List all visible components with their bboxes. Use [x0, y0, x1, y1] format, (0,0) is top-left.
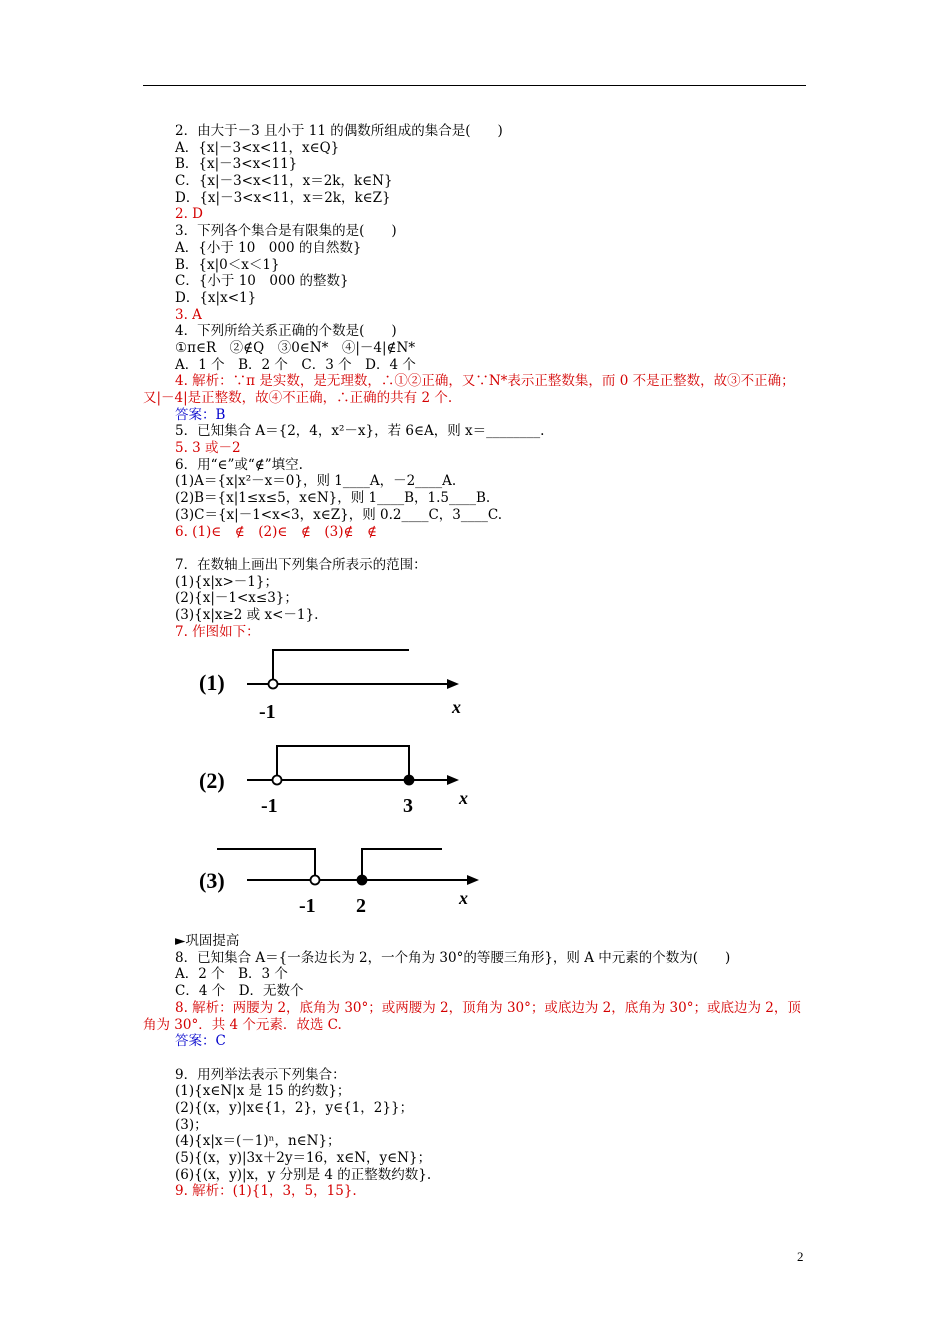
question-9-part-2: (2){(x，y)|x∈{1，2}，y∈{1，2}}； — [175, 1099, 414, 1116]
open-point — [273, 776, 282, 785]
option-c: C．{小于 10 000 的整数} — [175, 273, 349, 290]
answer-3: 3. A — [175, 306, 202, 323]
question-6: 6．用“∈”或“∉”填空. — [175, 456, 303, 473]
question-6-part-1: (1)A＝{x|x²－x＝0}，则 1____A，－2____A. — [175, 473, 457, 490]
question-2: 2．由大于－3 且小于 11 的偶数所组成的集合是( ) — [175, 123, 503, 139]
question-7-part-2: (2){x|－1<x≤3}； — [175, 590, 298, 607]
axis-arrow — [467, 875, 479, 885]
option-c: C．{x|－3<x<11，x＝2k，k∈N} — [175, 173, 393, 190]
answer-9: 9. 解析：(1){1，3，5，15}. — [175, 1183, 357, 1200]
range-bracket — [277, 746, 409, 776]
axis-label-x: x — [459, 888, 468, 909]
question-8: 8．已知集合 A＝{一条边长为 2，一个角为 30°的等腰三角形}，则 A 中元素的个数为( ) — [175, 949, 731, 966]
answer-6: 6. (1)∈ ∉ (2)∈ ∉ (3)∉ ∉ — [175, 523, 377, 540]
number-line-3 — [199, 849, 479, 917]
question-9-part-5: (5){(x，y)|3x＋2y＝16，x∈N，y∈N}； — [175, 1150, 432, 1167]
axis-arrow — [447, 775, 459, 785]
option-a: A．{x|－3<x<11，x∈Q} — [175, 139, 340, 156]
question-9-part-6: (6){(x，y)|x，y 分别是 4 的正整数约数}. — [175, 1166, 432, 1183]
figure-label-1: (1) — [199, 670, 225, 696]
open-point — [311, 876, 320, 885]
question-9-part-1: (1){x∈N|x 是 15 的约数}； — [175, 1083, 351, 1100]
page-content — [143, 123, 815, 1200]
answer-2: 2. D — [175, 206, 203, 223]
question-4-options: A．1 个 B．2 个 C．3 个 D．4 个 — [175, 356, 416, 373]
tick-label: 3 — [403, 795, 413, 818]
number-line-figures — [197, 640, 487, 930]
answer-8-explanation: 8. 解析：两腰为 2，底角为 30°；或两腰为 2，顶角为 30°；或底边为 2，底角为 30°；或底边为 2，顶角为 30°．共 4 个元素．故选 C. — [143, 999, 801, 1033]
right-range-bracket — [362, 849, 442, 876]
closed-point — [405, 776, 414, 785]
axis-label-x: x — [459, 788, 468, 809]
figure-label-3: (3) — [199, 868, 225, 894]
section-heading: ►巩固提高 — [175, 933, 240, 950]
answer-7: 7. 作图如下： — [175, 623, 260, 640]
answer-4-key: 答案：B — [175, 406, 226, 423]
question-4-items: ①π∈R ②∉Q ③0∈N* ④|－4|∉N* — [175, 339, 416, 356]
question-9-part-4: (4){x|x＝(－1)ⁿ，n∈N}； — [175, 1133, 341, 1150]
tick-label: -1 — [299, 895, 316, 918]
question-7-part-3: (3){x|x≥2 或 x<－1}. — [175, 606, 319, 623]
axis-arrow — [447, 679, 459, 689]
tick-label: 2 — [356, 895, 366, 918]
question-3: 3．下列各个集合是有限集的是( ) — [175, 223, 397, 240]
answer-5: 5. 3 或－2 — [175, 440, 241, 457]
option-d: D．{x|－3<x<11，x＝2k，k∈Z} — [175, 189, 391, 206]
tick-label: -1 — [261, 795, 278, 818]
number-line-1 — [199, 650, 461, 723]
axis-label-x: x — [452, 697, 461, 718]
question-6-part-3: (3)C＝{x|－1<x<3，x∈Z}，则 0.2____C，3____C. — [175, 506, 503, 523]
question-8-options-ab: A．2 个 B．3 个 — [175, 966, 288, 983]
question-7-part-1: (1){x|x>－1}； — [175, 573, 278, 590]
question-9: 9．用列举法表示下列集合： — [175, 1066, 346, 1083]
figure-label-2: (2) — [199, 768, 225, 794]
open-point — [269, 680, 278, 689]
question-4: 4．下列所给关系正确的个数是( ) — [175, 323, 397, 340]
closed-point — [358, 876, 367, 885]
option-a: A．{小于 10 000 的自然数} — [175, 239, 362, 256]
range-bracket — [273, 650, 409, 680]
page-number: 2 — [797, 1249, 804, 1264]
answer-8-key: 答案：C — [175, 1033, 226, 1050]
option-b: B．{x|0＜x＜1} — [175, 256, 280, 273]
question-6-part-2: (2)B＝{x|1≤x≤5，x∈N}，则 1____B，1.5____B. — [175, 490, 491, 507]
question-9-part-3: (3)； — [175, 1116, 208, 1133]
question-7: 7．在数轴上画出下列集合所表示的范围： — [175, 556, 427, 573]
question-5: 5．已知集合 A＝{2，4，x²－x}，若 6∈A，则 x＝________. — [175, 423, 545, 440]
tick-label: -1 — [259, 701, 276, 724]
left-range-bracket — [217, 849, 315, 876]
option-b: B．{x|－3<x<11} — [175, 156, 298, 173]
number-line-2 — [199, 746, 468, 817]
header-rule — [143, 85, 806, 86]
answer-4-explanation: 4. 解析：∵π 是实数，是无理数，∴①②正确，又∵N*表示正整数集，而 0 不是正整数，故③不正确；又|－4|是正整数，故④不正确，∴正确的共有 2 个. — [143, 373, 795, 407]
option-d: D．{x|x<1} — [175, 289, 257, 306]
question-8-options-cd: C．4 个 D．无数个 — [175, 983, 304, 1000]
